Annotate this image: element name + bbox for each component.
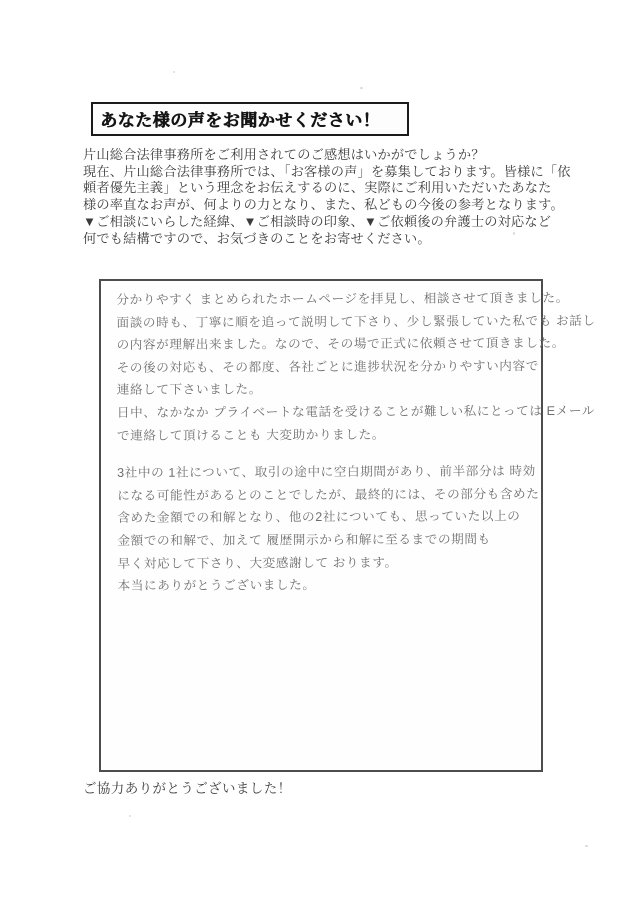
handwritten-feedback-box — [99, 279, 596, 772]
title-box — [91, 102, 409, 136]
handwritten-line: 3社中の 1社について、取引の途中に空白期間があり、前半部分は 時効 — [117, 464, 536, 481]
intro-line: ▼ご相談にいらした経緯、▼ご相談時の印象、▼ご依頼後の弁護士の対応など — [83, 213, 552, 229]
scan-speck — [585, 845, 588, 847]
scan-speck — [360, 87, 363, 89]
handwritten-line: 含めた金額での和解となり、他の2社についても、思っていた以上の — [117, 509, 521, 526]
scan-speck — [513, 232, 515, 235]
handwritten-feedback-text — [116, 287, 596, 598]
handwritten-line: 連絡して下さいました。 — [116, 382, 262, 398]
handwritten-line: その後の対応も、その都度、各社ごとに進捗状況を分かりやすい内容で — [116, 358, 539, 375]
intro-line: 何でも結構ですので、お気づきのことをお寄せください。 — [83, 230, 431, 246]
intro-line: 現在、片山総合法律事務所では、「お客様の声」を募集しております。皆様に「依 — [83, 163, 571, 179]
handwritten-line: 本当にありがとうございました。 — [117, 578, 316, 594]
handwritten-line: 日中、なかなか プライベートな電話を受けることが難しい私にとっては Eメール — [116, 403, 596, 420]
handwritten-line: 早く対応して下さり、大変感謝して おります。 — [117, 555, 398, 571]
handwritten-line: の内容が理解出来ました。なので、その場で正式に依頼させて頂きました。 — [116, 336, 565, 353]
intro-line: 片山総合法律事務所をご利用されてのご感想はいかがでしょうか？ — [83, 147, 485, 162]
page-title: あなた様の声をお聞かせください！ — [100, 111, 380, 130]
handwritten-line: 面談の時も、丁寧に順を追って説明して下さり、少し緊張していた私でも お話し — [116, 313, 596, 330]
scan-speck — [129, 815, 131, 817]
scan-speck — [173, 71, 175, 73]
footer-text: ご協力ありがとうございました！ — [83, 781, 292, 796]
handwritten-line: で連絡して頂けることも 大変助かりました。 — [116, 427, 385, 443]
handwritten-line: 金額での和解で、加えて 履歴開示から和解に至るまでの期間も — [117, 532, 491, 548]
intro-line: 頼者優先主義」という理念をお伝えするのに、実際にご利用いただいたあなた — [83, 180, 552, 196]
handwritten-line: 分かりやすく まとめられたホームページを拝見し、相談させて頂きました。 — [116, 290, 569, 307]
handwritten-line: になる可能性があるとのことでしたが、最終的には、その部分も含めた — [117, 486, 540, 503]
intro-paragraph — [83, 147, 569, 247]
intro-line: 様の率直なお声が、何よりの力となり、また、私どもの今後の参考となります。 — [83, 197, 564, 213]
